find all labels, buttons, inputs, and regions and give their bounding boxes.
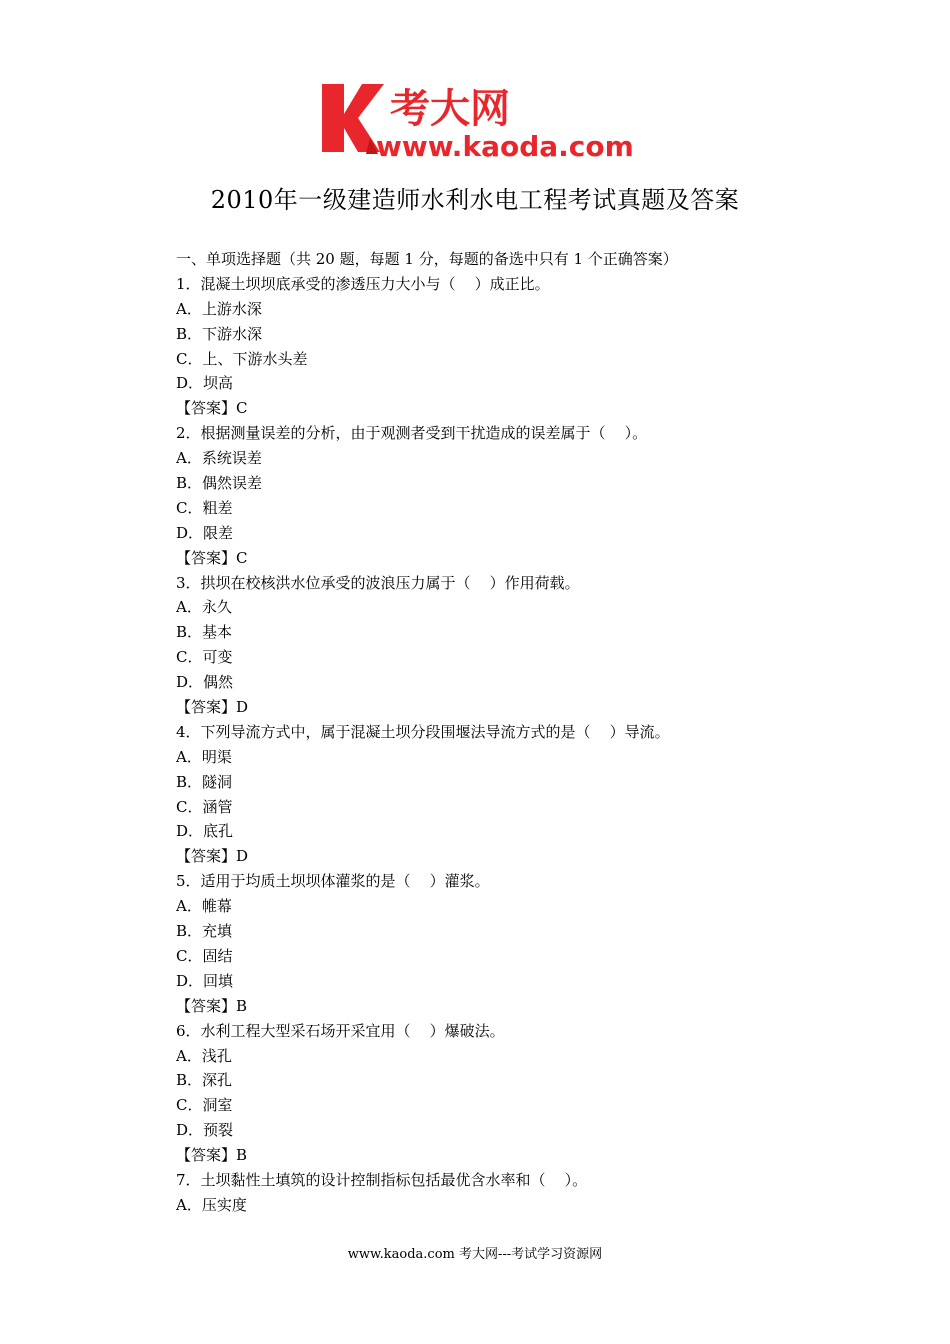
option-line: D．偶然: [176, 673, 234, 692]
option-line: C．固结: [176, 946, 233, 965]
answer-line: 【答案】D: [176, 847, 249, 866]
answer-line: 【答案】C: [176, 548, 248, 567]
option-line: A．压实度: [176, 1195, 247, 1214]
option-line: A．上游水深: [176, 299, 262, 318]
option-line: C．涵管: [176, 797, 233, 816]
logo-url-text: www.kaoda.com: [376, 130, 634, 160]
answer-line: 【答案】D: [176, 698, 249, 717]
kaoda-logo-graphic: [318, 78, 638, 160]
question-line: 5．适用于均质土坝坝体灌浆的是（ ）灌浆。: [176, 872, 490, 891]
question-line: 3．拱坝在校核洪水位承受的波浪压力属于（ ）作用荷载。: [176, 573, 580, 592]
option-line: B．隧洞: [176, 772, 233, 791]
question-line: 6．水利工程大型采石场开采宜用（ ）爆破法。: [176, 1021, 505, 1040]
option-line: D．限差: [176, 523, 234, 542]
answer-line: 【答案】C: [176, 399, 248, 418]
option-line: B．基本: [176, 623, 233, 642]
option-line: D．坝高: [176, 374, 234, 393]
option-line: A．明渠: [176, 747, 232, 766]
document-title: 2010年一级建造师水利水电工程考试真题及答案: [210, 186, 740, 214]
option-line: B．偶然误差: [176, 474, 263, 493]
option-line: D．底孔: [176, 822, 234, 841]
answer-line: 【答案】B: [176, 996, 248, 1015]
option-line: A．浅孔: [176, 1046, 232, 1065]
option-line: D．预裂: [176, 1121, 234, 1140]
question-list: [176, 247, 776, 1218]
option-line: A．系统误差: [176, 449, 262, 468]
option-line: C．上、下游水头差: [176, 349, 308, 368]
option-line: B．下游水深: [176, 324, 263, 343]
question-line: 1．混凝土坝坝底承受的渗透压力大小与（ ）成正比。: [176, 274, 550, 293]
option-line: C．可变: [176, 648, 233, 667]
answer-line: 【答案】B: [176, 1146, 248, 1165]
question-line: 4．下列导流方式中，属于混凝土坝分段围堰法导流方式的是（ ）导流。: [176, 722, 670, 741]
k-mark-icon: [322, 84, 384, 154]
section-heading: 一、单项选择题（共 20 题，每题 1 分，每题的备选中只有 1 个正确答案）: [176, 250, 678, 268]
option-line: B．充填: [176, 922, 233, 941]
option-line: D．回填: [176, 971, 234, 990]
option-line: A．帷幕: [176, 897, 232, 916]
kaoda-logo: [318, 78, 638, 160]
option-line: A．永久: [176, 598, 232, 617]
question-line: 7．土坝黏性土填筑的设计控制指标包括最优含水率和（ ）。: [176, 1170, 588, 1189]
question-line: 2．根据测量误差的分析，由于观测者受到干扰造成的误差属于（ ）。: [176, 424, 648, 443]
logo-brand-text: 考大网: [390, 86, 510, 132]
option-line: C．粗差: [176, 498, 233, 517]
option-line: C．洞室: [176, 1096, 233, 1115]
option-line: B．深孔: [176, 1071, 233, 1090]
page-footer: www.kaoda.com 考大网---考试学习资源网: [347, 1247, 603, 1262]
